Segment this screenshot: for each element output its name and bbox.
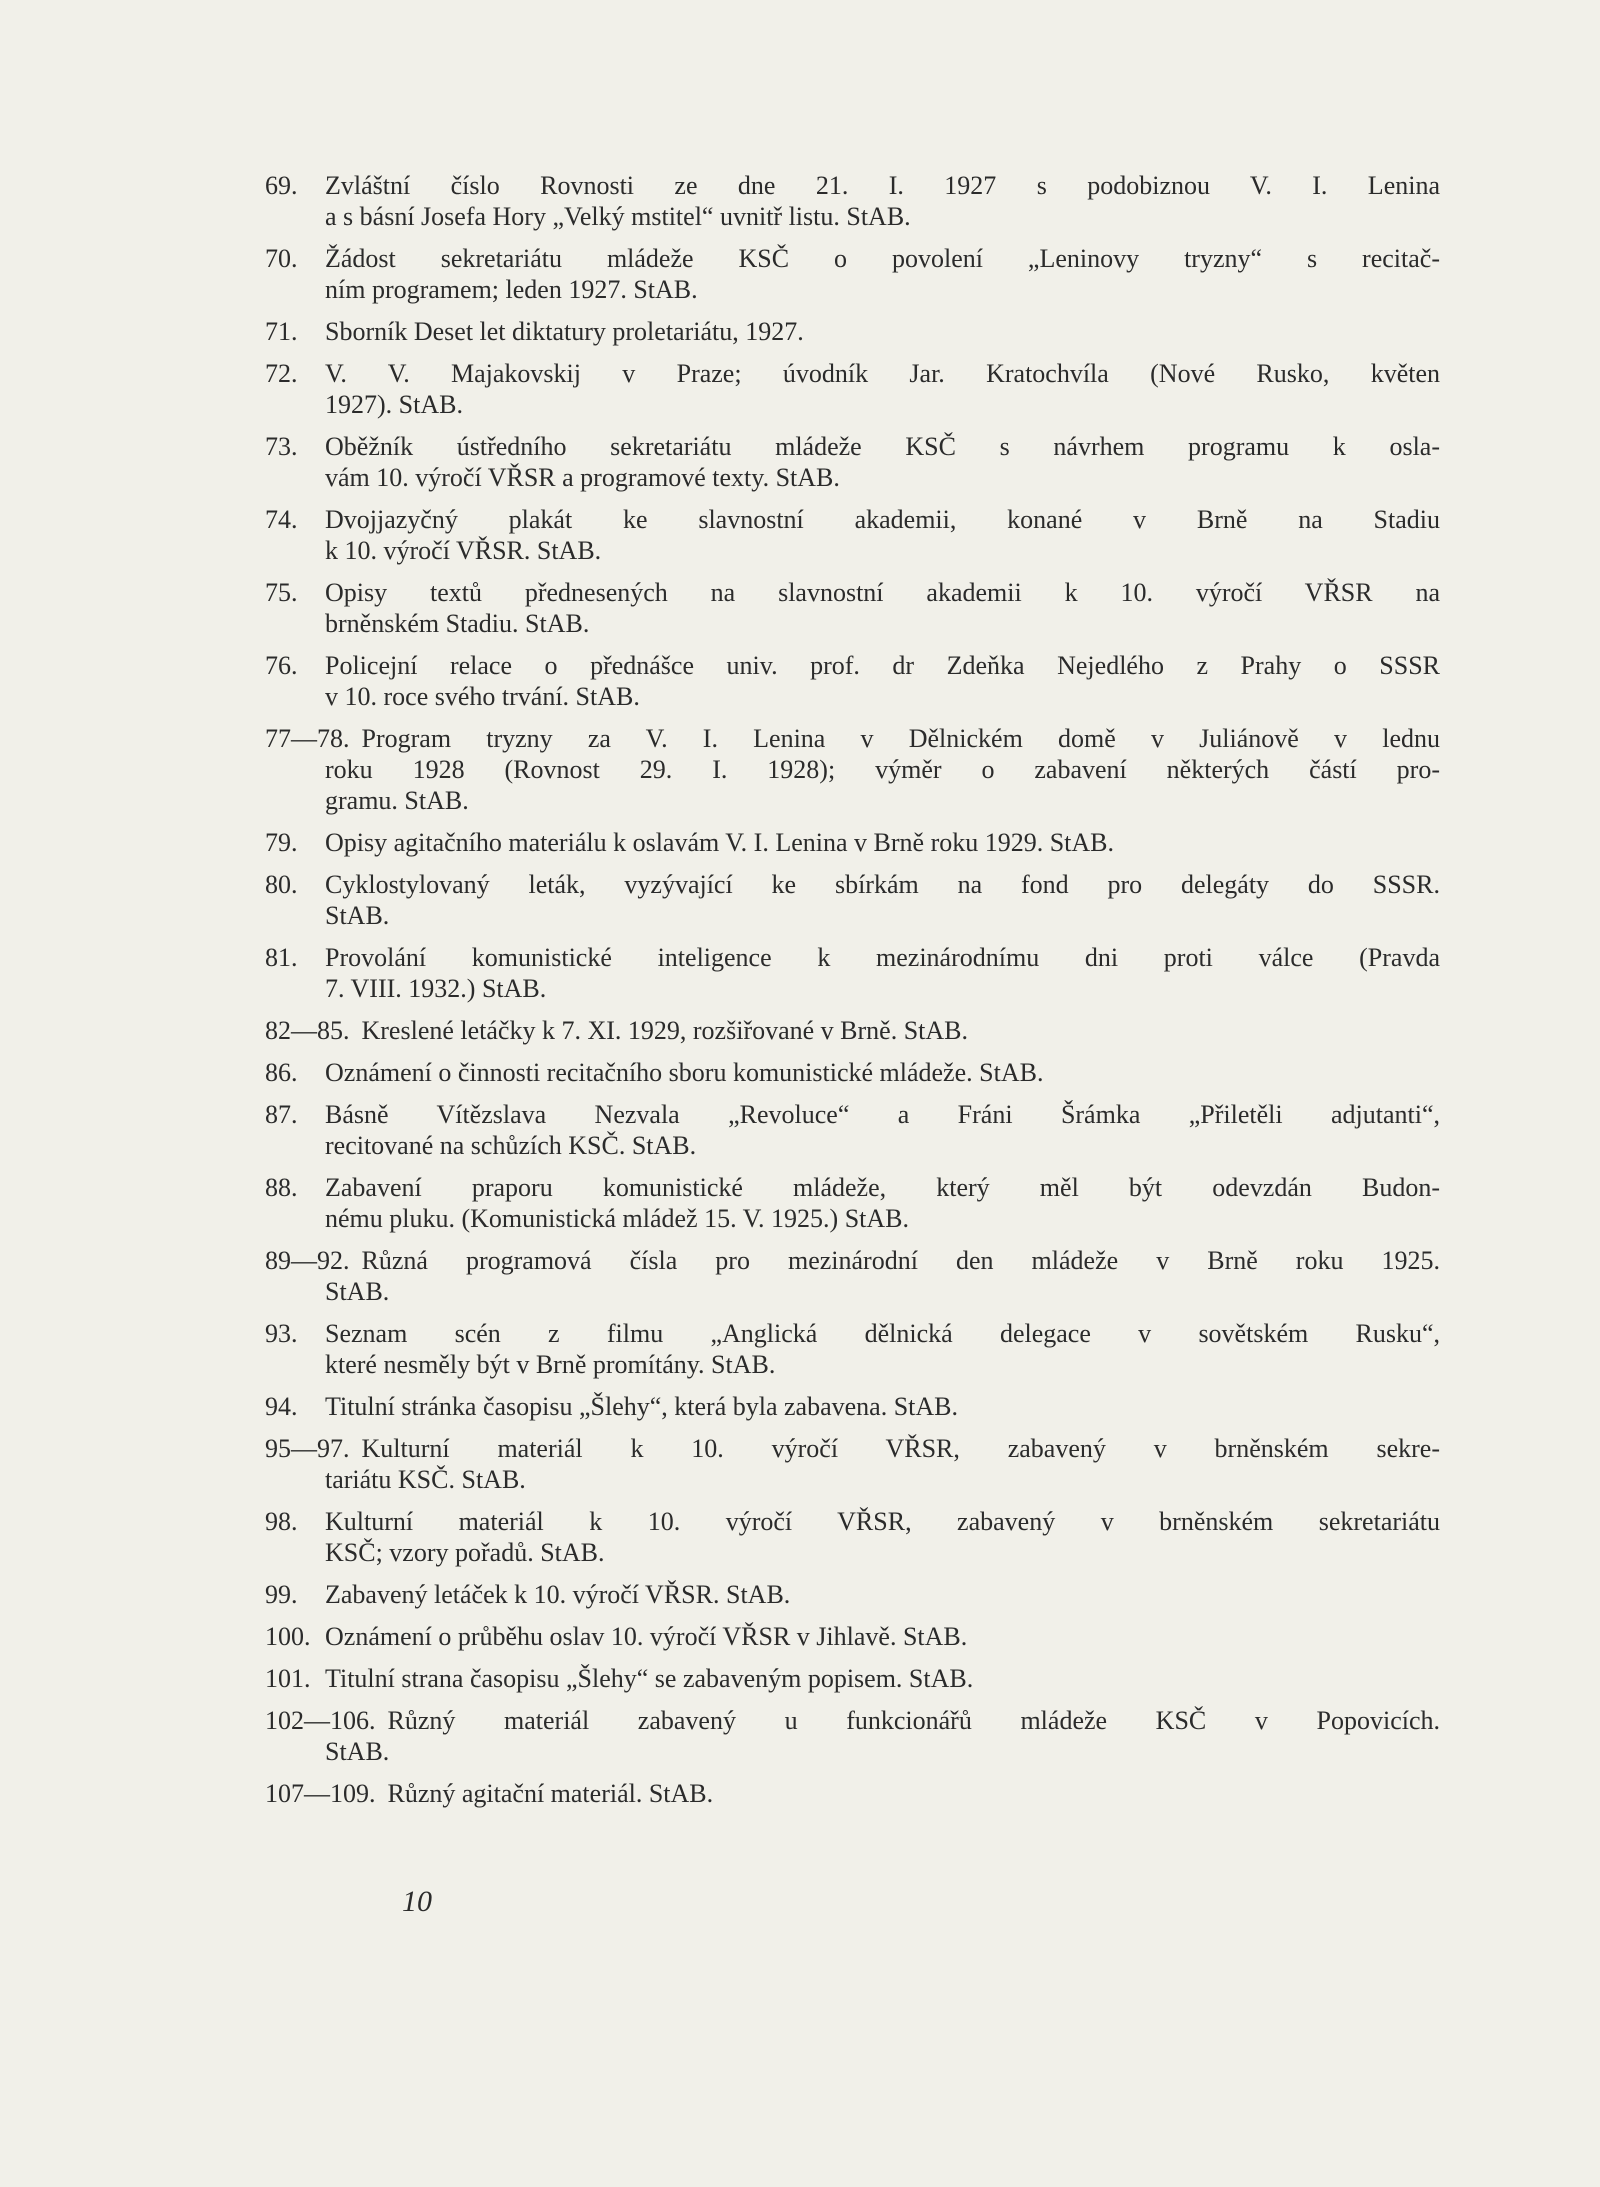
entry-text-line: a s básní Josefa Hory „Velký mstitel“ uvnitř listu. StAB. (325, 202, 911, 231)
entry-text-line: Seznam scén z filmu „Anglická dělnická delegace v sovětském Rusku“, (325, 1319, 1440, 1348)
entry-number: 100. (265, 1622, 311, 1651)
entry-number: 98. (265, 1507, 298, 1536)
entry-number: 74. (265, 505, 298, 534)
catalog-entry (265, 827, 1440, 858)
entry-number: 79. (265, 828, 298, 857)
catalog-entry (265, 1579, 1440, 1610)
entry-text-line: V. V. Majakovskij v Praze; úvodník Jar. Kratochvíla (Nové Rusko, květen (325, 359, 1440, 388)
catalog-entry (265, 431, 1440, 493)
entry-number: 93. (265, 1319, 298, 1348)
catalog-entry (265, 358, 1440, 420)
entry-number: 87. (265, 1100, 298, 1129)
entry-text-line: k 10. výročí VŘSR. StAB. (325, 536, 602, 565)
entry-number: 94. (265, 1392, 298, 1421)
catalog-entry (265, 1391, 1440, 1422)
entry-text-line: 7. VIII. 1932.) StAB. (325, 974, 547, 1003)
entry-text-line: Opisy textů přednesených na slavnostní akademii k 10. výročí VŘSR na (325, 578, 1440, 607)
entry-text-line: StAB. (325, 1277, 390, 1306)
catalog-entry (265, 1057, 1440, 1088)
entry-text-line: Kulturní materiál k 10. výročí VŘSR, zabavený v brněnském sekre- (361, 1434, 1440, 1463)
entry-text-line: ním programem; leden 1927. StAB. (325, 275, 698, 304)
entry-text-line: roku 1928 (Rovnost 29. I. 1928); výměr o zabavení některých částí pro- (325, 755, 1440, 784)
catalog-entry (265, 1778, 1440, 1809)
entry-text-line: Oznámení o průběhu oslav 10. výročí VŘSR v Jihlavě. StAB. (325, 1622, 968, 1651)
entry-number: 73. (265, 432, 298, 461)
entry-text-line: které nesměly být v Brně promítány. StAB. (325, 1350, 776, 1379)
catalog-entry (265, 1705, 1440, 1767)
catalog-entry-list (265, 170, 1440, 1820)
entry-text-line: Titulní strana časopisu „Šlehy“ se zabaveným popisem. StAB. (325, 1664, 974, 1693)
catalog-entry (265, 504, 1440, 566)
entry-number: 75. (265, 578, 298, 607)
entry-number: 82—85. (265, 1016, 350, 1045)
entry-text-line: Zvláštní číslo Rovnosti ze dne 21. I. 1927 s podobiznou V. I. Lenina (325, 171, 1440, 200)
entry-text-line: KSČ; vzory pořadů. StAB. (325, 1538, 605, 1567)
entry-text-line: gramu. StAB. (325, 786, 469, 815)
catalog-entry (265, 650, 1440, 712)
entry-number: 81. (265, 943, 298, 972)
entry-text-line: Kreslené letáčky k 7. XI. 1929, rozšiřované v Brně. StAB. (361, 1016, 969, 1045)
catalog-entry (265, 1663, 1440, 1694)
entry-text-line: Oběžník ústředního sekretariátu mládeže KSČ s návrhem programu k osla- (325, 432, 1440, 461)
entry-number: 80. (265, 870, 298, 899)
entry-text-line: Zabavený letáček k 10. výročí VŘSR. StAB. (325, 1580, 791, 1609)
catalog-entry (265, 170, 1440, 232)
entry-text-line: 1927). StAB. (325, 390, 463, 419)
entry-text-line: Kulturní materiál k 10. výročí VŘSR, zabavený v brněnském sekretariátu (325, 1507, 1440, 1536)
entry-number: 72. (265, 359, 298, 388)
entry-text-line: Program tryzny za V. I. Lenina v Dělnickém domě v Juliánově v lednu (361, 724, 1440, 753)
entry-number: 95—97. (265, 1434, 350, 1463)
entry-text-line: brněnském Stadiu. StAB. (325, 609, 590, 638)
entry-number: 101. (265, 1664, 311, 1693)
entry-number: 99. (265, 1580, 298, 1609)
entry-text-line: Provolání komunistické inteligence k mezinárodnímu dni proti válce (Pravda (325, 943, 1440, 972)
catalog-entry (265, 316, 1440, 347)
catalog-entry (265, 1099, 1440, 1161)
entry-text-line: Policejní relace o přednášce univ. prof. dr Zdeňka Nejedlého z Prahy o SSSR (325, 651, 1440, 680)
entry-text-line: nému pluku. (Komunistická mládež 15. V. 1925.) StAB. (325, 1204, 909, 1233)
entry-text-line: vám 10. výročí VŘSR a programové texty. StAB. (325, 463, 840, 492)
catalog-entry (265, 1172, 1440, 1234)
entry-text-line: Dvojjazyčný plakát ke slavnostní akademii, konané v Brně na Stadiu (325, 505, 1440, 534)
entry-text-line: Různý materiál zabavený u funkcionářů mládeže KSČ v Popovicích. (387, 1706, 1440, 1735)
entry-text-line: Žádost sekretariátu mládeže KSČ o povolení „Leninovy tryzny“ s recitač- (325, 244, 1440, 273)
entry-text-line: recitované na schůzích KSČ. StAB. (325, 1131, 697, 1160)
catalog-entry (265, 577, 1440, 639)
catalog-entry (265, 1318, 1440, 1380)
entry-number: 86. (265, 1058, 298, 1087)
entry-number: 71. (265, 317, 298, 346)
catalog-entry (265, 942, 1440, 1004)
entry-text-line: Různá programová čísla pro mezinárodní den mládeže v Brně roku 1925. (361, 1246, 1440, 1275)
catalog-entry (265, 1015, 1440, 1046)
catalog-entry (265, 723, 1440, 816)
catalog-entry (265, 869, 1440, 931)
entry-number: 88. (265, 1173, 298, 1202)
catalog-entry (265, 1506, 1440, 1568)
catalog-entry (265, 1621, 1440, 1652)
entry-number: 107—109. (265, 1779, 376, 1808)
page-number: 10 (402, 1885, 432, 1918)
catalog-entry (265, 1245, 1440, 1307)
entry-text-line: v 10. roce svého trvání. StAB. (325, 682, 640, 711)
entry-number: 77—78. (265, 724, 350, 753)
entry-text-line: Různý agitační materiál. StAB. (387, 1779, 714, 1808)
catalog-entry (265, 243, 1440, 305)
entry-number: 70. (265, 244, 298, 273)
entry-text-line: Opisy agitačního materiálu k oslavám V. I. Lenina v Brně roku 1929. StAB. (325, 828, 1115, 857)
entry-text-line: StAB. (325, 1737, 390, 1766)
entry-text-line: Sborník Deset let diktatury proletariátu, 1927. (325, 317, 804, 346)
entry-text-line: Oznámení o činnosti recitačního sboru komunistické mládeže. StAB. (325, 1058, 1044, 1087)
entry-number: 69. (265, 171, 298, 200)
entry-text-line: Titulní stránka časopisu „Šlehy“, která byla zabavena. StAB. (325, 1392, 959, 1421)
entry-text-line: Cyklostylovaný leták, vyzývající ke sbírkám na fond pro delegáty do SSSR. (325, 870, 1440, 899)
entry-text-line: StAB. (325, 901, 390, 930)
entry-number: 89—92. (265, 1246, 350, 1275)
entry-text-line: Zabavení praporu komunistické mládeže, který měl být odevzdán Budon- (325, 1173, 1440, 1202)
entry-number: 76. (265, 651, 298, 680)
catalog-entry (265, 1433, 1440, 1495)
entry-text-line: Básně Vítězslava Nezvala „Revoluce“ a Fráni Šrámka „Přiletěli adjutanti“, (325, 1100, 1440, 1129)
entry-text-line: tariátu KSČ. StAB. (325, 1465, 526, 1494)
entry-number: 102—106. (265, 1706, 376, 1735)
